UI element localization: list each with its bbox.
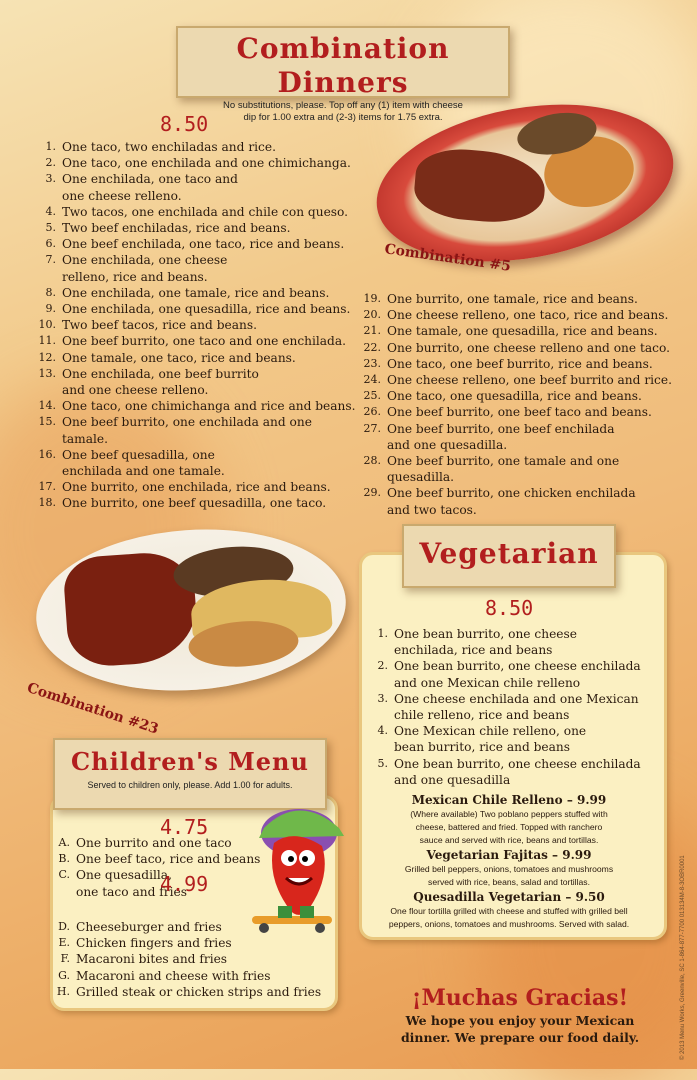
menu-item-number: E. xyxy=(58,936,70,950)
menu-item-number: 4. xyxy=(45,204,56,218)
menu-item-number: 1. xyxy=(45,140,56,153)
combination-title: Combination Dinners xyxy=(236,32,450,99)
special-description-line: served with rice, beans, salad and tortillas. xyxy=(428,877,590,887)
menu-item xyxy=(362,658,652,690)
menu-item-number: 17. xyxy=(38,480,56,494)
menu-item-number: 2. xyxy=(45,156,56,170)
menu-item xyxy=(355,421,685,453)
menu-item-number: 8. xyxy=(45,285,56,299)
menu-item-line: One enchilada, one taco and xyxy=(62,172,238,187)
menu-item-text xyxy=(62,155,360,171)
menu-item-text xyxy=(387,323,685,339)
combination-note-line: dip for 1.00 extra and (2-3) items for 1.75 extra. xyxy=(243,112,443,123)
menu-item-text xyxy=(387,372,685,388)
menu-item-line: Two beef enchiladas, rice and beans. xyxy=(62,221,291,236)
special-description-line: cheese, battered and fried. Topped with ranchero xyxy=(415,822,603,832)
menu-item-line: Macaroni bites and fries xyxy=(76,952,228,967)
menu-item-text xyxy=(387,291,685,307)
menu-item-line: One bean burrito, one cheese enchilada xyxy=(394,659,641,674)
chili-mascot-image xyxy=(244,798,354,938)
thanks-title: ¡Muchas Gracias! xyxy=(411,985,629,1011)
special-description-line: peppers, onions, tomatoes and mushrooms. Served with salad. xyxy=(388,919,630,929)
menu-item-line: One taco, one beef burrito, rice and beans. xyxy=(387,356,653,371)
combination-note xyxy=(178,100,508,124)
menu-item xyxy=(30,252,360,284)
menu-item-number: 12. xyxy=(38,350,56,364)
menu-item-line: One enchilada, one quesadilla, rice and beans. xyxy=(62,302,351,317)
menu-item xyxy=(30,220,360,236)
menu-item-line: One cheese relleno, one beef burrito and rice. xyxy=(387,373,672,388)
menu-item-number: D. xyxy=(58,920,70,933)
enchilada-food xyxy=(412,145,548,226)
menu-item-number: H. xyxy=(56,984,70,998)
menu-item-line: One beef enchilada, one taco, rice and beans. xyxy=(62,237,345,252)
menu-item-text xyxy=(62,447,360,479)
menu-item xyxy=(362,756,652,788)
menu-item-text xyxy=(62,236,360,252)
menu-item-line: and one quesadilla xyxy=(394,772,511,787)
menu-item-text xyxy=(387,404,685,420)
menu-item xyxy=(30,301,360,317)
menu-item-line: one taco and fries xyxy=(76,884,187,899)
menu-item-line: One beef quesadilla, one xyxy=(62,447,215,462)
menu-item-number: 4. xyxy=(377,724,388,738)
menu-item-number: C. xyxy=(58,868,70,882)
menu-item-line: One Mexican chile relleno, one xyxy=(394,724,587,739)
vegetarian-specials xyxy=(366,792,652,931)
menu-item-text xyxy=(62,301,360,317)
special-name: Mexican Chile Relleno – 9.99 xyxy=(411,793,607,807)
menu-item-number: 29. xyxy=(363,486,381,500)
menu-item-text xyxy=(62,204,360,220)
menu-item-number: F. xyxy=(60,952,70,966)
menu-item-number: 10. xyxy=(38,318,56,332)
menu-item xyxy=(355,291,685,307)
menu-item xyxy=(30,155,360,171)
menu-item xyxy=(30,285,360,301)
menu-item-text xyxy=(387,307,685,323)
combination-price: 8.50 xyxy=(160,112,209,136)
menu-item-text xyxy=(76,951,334,967)
menu-item xyxy=(355,307,685,323)
menu-item xyxy=(30,139,360,155)
children-title: Children's Menu xyxy=(71,747,309,776)
menu-item-line: One bean burrito, one cheese enchilada xyxy=(394,756,641,771)
menu-item-number: 16. xyxy=(38,447,56,461)
menu-item-line: One burrito and one taco xyxy=(76,836,232,850)
menu-item xyxy=(30,171,360,203)
menu-item-line: One enchilada, one cheese xyxy=(62,253,228,268)
menu-item xyxy=(44,968,334,984)
vegetarian-list xyxy=(362,626,652,788)
menu-item xyxy=(44,984,334,1000)
combination-23-caption: Combination #23 xyxy=(25,680,161,738)
menu-item-text xyxy=(62,366,360,398)
menu-item-line: Grilled steak or chicken strips and fries xyxy=(76,984,322,999)
menu-item xyxy=(30,236,360,252)
menu-item-line: One cheese enchilada and one Mexican xyxy=(394,691,639,706)
combination-5-caption: Combination #5 xyxy=(383,241,512,275)
combination-banner xyxy=(176,26,510,123)
menu-item-number: 6. xyxy=(45,237,56,251)
menu-item xyxy=(30,366,360,398)
menu-item-text xyxy=(62,414,360,446)
menu-item-line: One burrito, one enchilada, rice and beans. xyxy=(62,480,331,495)
menu-item-text xyxy=(62,479,360,495)
menu-item-line: relleno, rice and beans. xyxy=(62,269,208,284)
menu-item-text xyxy=(62,285,360,301)
menu-item-text xyxy=(62,171,360,203)
menu-item xyxy=(362,723,652,755)
menu-item-line: One beef burrito, one taco and one enchilada. xyxy=(62,334,347,349)
menu-item-number: 21. xyxy=(363,324,381,338)
menu-item-line: One burrito, one cheese relleno and one taco. xyxy=(387,340,670,355)
children-price-1: 4.75 xyxy=(160,815,209,839)
menu-item-text xyxy=(62,252,360,284)
menu-item xyxy=(355,356,685,372)
menu-item-line: Two beef tacos, rice and beans. xyxy=(62,318,257,333)
special-description-line: sauce and served with rice, beans and tortillas. xyxy=(419,835,599,845)
menu-item-number: 23. xyxy=(363,356,381,370)
menu-item-text xyxy=(394,723,652,755)
menu-item-line: One beef burrito, one beef enchilada xyxy=(387,421,615,436)
menu-item-text xyxy=(394,756,652,788)
menu-item-text xyxy=(387,453,685,485)
menu-item-line: One burrito, one tamale, rice and beans. xyxy=(387,292,638,306)
menu-item-text xyxy=(394,626,652,658)
menu-item-number: 26. xyxy=(363,405,381,419)
menu-item xyxy=(44,951,334,967)
menu-item-text xyxy=(387,421,685,453)
children-note: Served to children only, please. Add 1.00 for adults. xyxy=(87,780,293,790)
thanks-section xyxy=(380,984,660,1046)
menu-item-line: One beef burrito, one tamale and one quesadilla. xyxy=(387,454,620,485)
menu-item-line: One beef burrito, one beef taco and beans. xyxy=(387,405,652,420)
menu-item xyxy=(30,350,360,366)
special-description-line: (Where available) Two poblano peppers stuffed with xyxy=(410,809,608,819)
special-name: Vegetarian Fajitas – 9.99 xyxy=(426,848,592,862)
menu-item-number: 18. xyxy=(38,496,56,510)
combination-list-right xyxy=(355,291,685,518)
menu-item-number: 14. xyxy=(38,399,56,413)
menu-item-number: 5. xyxy=(377,756,388,770)
menu-item-line: enchilada, rice and beans xyxy=(394,643,553,658)
menu-item-number: A. xyxy=(58,836,70,849)
thanks-line: We hope you enjoy your Mexican xyxy=(405,1013,635,1028)
menu-item-line: One taco, one chimichanga and rice and beans. xyxy=(62,399,356,414)
menu-item xyxy=(362,626,652,658)
menu-item-text xyxy=(76,984,334,1000)
menu-item xyxy=(355,388,685,404)
vegetarian-price: 8.50 xyxy=(485,596,534,620)
menu-item xyxy=(30,495,360,511)
vegetarian-special xyxy=(366,792,652,847)
menu-item-text xyxy=(62,333,360,349)
menu-item-line: One cheese relleno, one taco, rice and beans. xyxy=(387,308,669,323)
menu-item-line: enchilada and one tamale. xyxy=(62,464,225,479)
menu-item-line: One quesadilla, xyxy=(76,868,172,883)
menu-item xyxy=(355,340,685,356)
menu-item-line: One beef burrito, one enchilada and one tamale. xyxy=(62,415,312,446)
menu-item-line: One bean burrito, one cheese xyxy=(394,627,577,641)
menu-item-line: One taco, two enchiladas and rice. xyxy=(62,140,276,154)
menu-item xyxy=(30,317,360,333)
menu-item-text xyxy=(62,317,360,333)
vegetarian-special xyxy=(366,889,652,931)
menu-item-line: One enchilada, one beef burrito xyxy=(62,366,259,381)
menu-item xyxy=(355,485,685,517)
menu-item-number: G. xyxy=(58,968,70,982)
menu-item-line: One enchilada, one tamale, rice and beans. xyxy=(62,285,330,300)
menu-item-number: 28. xyxy=(363,454,381,468)
vegetarian-banner xyxy=(402,524,616,588)
menu-item-text xyxy=(62,398,360,414)
special-description-line: One flour tortilla grilled with cheese and stuffed with grilled bell xyxy=(390,906,628,916)
menu-item-number: 3. xyxy=(377,691,388,705)
menu-item-number: 2. xyxy=(377,659,388,673)
menu-item-text xyxy=(394,658,652,690)
menu-item-line: One burrito, one beef quesadilla, one taco. xyxy=(62,496,327,511)
menu-item xyxy=(355,453,685,485)
thanks-line: dinner. We prepare our food daily. xyxy=(400,1030,640,1045)
menu-item-line: Macaroni and cheese with fries xyxy=(76,968,271,983)
menu-item-number: 25. xyxy=(363,389,381,403)
menu-item-line: chile relleno, rice and beans xyxy=(394,708,570,723)
menu-item-number: B. xyxy=(58,852,70,866)
vegetarian-special xyxy=(366,847,652,889)
children-price-2: 4.99 xyxy=(160,872,209,896)
menu-item-number: 27. xyxy=(363,421,381,435)
menu-item-line: One taco, one quesadilla, rice and beans. xyxy=(387,389,642,404)
special-name: Quesadilla Vegetarian – 9.50 xyxy=(413,890,605,904)
menu-item-text xyxy=(394,691,652,723)
menu-item-text xyxy=(76,968,334,984)
menu-item-line: One beef burrito, one chicken enchilada xyxy=(387,486,636,501)
menu-item-number: 11. xyxy=(38,334,56,348)
menu-item-line: Two tacos, one enchilada and chile con queso. xyxy=(62,204,349,219)
menu-item-line: one cheese relleno. xyxy=(62,188,182,203)
special-description-line: Grilled bell peppers, onions, tomatoes and mushrooms xyxy=(404,864,614,874)
menu-item-text xyxy=(387,340,685,356)
copyright-text: © 2013 Menu Works, Greenville, SC 1-864-877-7700 013134M-8-3OBR0001 xyxy=(680,855,686,1060)
menu-item-line: and one Mexican chile relleno xyxy=(394,675,581,690)
menu-item xyxy=(30,398,360,414)
menu-item-line: and one cheese relleno. xyxy=(62,383,209,398)
menu-item-text xyxy=(387,356,685,372)
menu-item-line: and one quesadilla. xyxy=(387,437,508,452)
menu-item-text xyxy=(62,220,360,236)
menu-item xyxy=(355,323,685,339)
menu-item-line: bean burrito, rice and beans xyxy=(394,740,570,755)
menu-item-line: One tamale, one taco, rice and beans. xyxy=(62,350,296,365)
menu-item-line: and two tacos. xyxy=(387,502,477,517)
menu-item-number: 24. xyxy=(363,373,381,387)
menu-item-number: 1. xyxy=(377,627,388,640)
menu-item xyxy=(30,447,360,479)
combination-list-left xyxy=(30,139,360,512)
menu-item xyxy=(362,691,652,723)
menu-item xyxy=(30,414,360,446)
menu-item-text xyxy=(387,485,685,517)
menu-item-text xyxy=(62,350,360,366)
menu-item-number: 9. xyxy=(45,302,56,316)
menu-item-line: Cheeseburger and fries xyxy=(76,920,222,934)
menu-item xyxy=(30,479,360,495)
menu-item-line: One taco, one enchilada and one chimichanga. xyxy=(62,156,351,171)
menu-item-number: 15. xyxy=(38,415,56,429)
menu-item-number: 5. xyxy=(45,221,56,235)
menu-item-text xyxy=(387,388,685,404)
menu-item-number: 19. xyxy=(363,292,381,305)
menu-item-number: 7. xyxy=(45,253,56,267)
menu-item xyxy=(355,372,685,388)
menu-item-text xyxy=(62,139,360,155)
menu-item-number: 20. xyxy=(363,308,381,322)
menu-item-text xyxy=(62,495,360,511)
menu-item xyxy=(30,333,360,349)
menu-item-line: One beef taco, rice and beans xyxy=(76,852,261,867)
chili-mascot-drawing xyxy=(244,798,354,938)
menu-item-line: One tamale, one quesadilla, rice and beans. xyxy=(387,324,658,339)
menu-item-number: 3. xyxy=(45,172,56,186)
menu-item xyxy=(30,204,360,220)
menu-item-number: 13. xyxy=(38,366,56,380)
menu-item-number: 22. xyxy=(363,340,381,354)
vegetarian-title: Vegetarian xyxy=(419,537,599,570)
combination-note-line: No substitutions, please. Top off any (1) item with cheese xyxy=(223,100,463,111)
menu-item-line: Chicken fingers and fries xyxy=(76,936,232,951)
menu-item xyxy=(355,404,685,420)
